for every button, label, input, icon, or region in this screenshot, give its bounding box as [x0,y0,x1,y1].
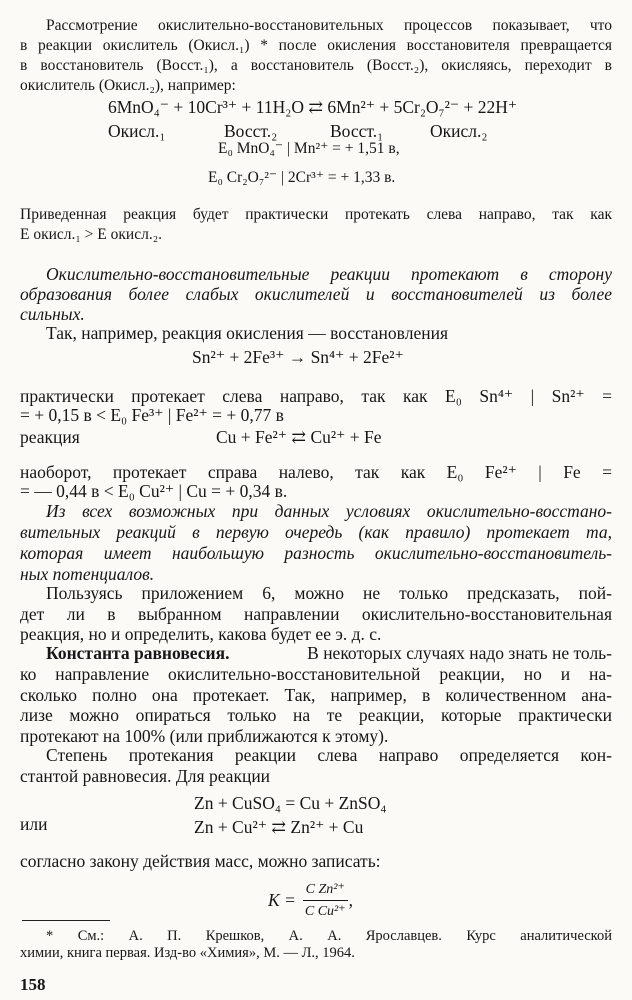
constant-line-5: протекают на 100% (или приближаются к этому). [20,726,389,746]
equation-denominator: C Cu²⁺ [304,903,346,919]
example-intro: Так, например, реакция окисления — восстановления [46,323,448,343]
example-1-line-1: практически протекает слева направо, так как E₀ Sn⁴⁺ | Sn²⁺ = [20,386,612,406]
label-oxidizer-1: Окисл.₁ [108,121,166,141]
rule-1-line-2: образования более слабых окислителей и восстановителей из более [20,284,612,304]
potential-cr2o7: E₀ Cr₂O₇²⁻ | 2Cr³⁺ = + 1,33 в. [208,169,396,186]
label-reducer-2: Восст.₂ [224,121,278,141]
rule-2-line-4: ных потенциалов. [20,564,155,584]
constant-line-4: лизе можно опираться только на те реакции, которые практически [20,705,612,725]
rule-1-line-1: Окислительно-восстановительные реакции протекают в сторону [46,264,612,284]
or-word: или [20,814,48,834]
reaction-1: 6MnO₄⁻ + 10Cr³⁺ + 11H₂O ⇄ 6Mn²⁺ + 5Cr₂O₇²⁻ + 22H⁺ [108,97,518,117]
degree-line-2: стантой равновесия. Для реакции [20,766,271,786]
intro-line-2: в реакции окислитель (Окисл.₁) * после окисления восстановителя превращается [20,37,612,54]
intro-line-4: окислитель (Окисл.₂), например: [20,77,236,94]
rule-2-line-3: которая имеет наибольшую разность окислительно-восстановитель- [20,543,612,563]
reaction-word: реакция [20,427,80,447]
rule-2-line-2: вительных реакций в первую очередь (как правило) протекает та, [20,522,612,542]
example-1-line-2: = + 0,15 в < E₀ Fe³⁺ | Fe²⁺ = + 0,77 в [20,405,284,425]
equilibrium-equation [268,880,353,920]
equation-fraction [302,881,349,920]
intro-line-1: Рассмотрение окислительно-восстановительных процессов показывает, что [46,17,612,34]
constant-line-2: ко направление окислительно-восстановительной реакции, но и на- [20,664,612,684]
footnote-line-1: * См.: А. П. Крешков, А. А. Ярославцев. Курс аналитической [46,928,612,944]
footnote-rule [22,920,110,921]
label-oxidizer-2: Окисл.₂ [430,121,488,141]
equation-tail: , [348,889,353,910]
example-2-line-1: наоборот, протекает справа налево, так как E₀ Fe²⁺ | Fe = [20,462,612,482]
label-reducer-1: Восст.₁ [330,121,384,141]
direction-line-1: Приведенная реакция будет практически протекать слева направо, так как [20,206,612,223]
page-number: 158 [20,975,46,994]
equation-lhs: K = [268,889,296,910]
intro-line-3: в восстановитель (Восст.₁), а восстановитель (Восст.₂), окисляясь, переходит в [20,57,612,74]
constant-first-line [46,645,612,663]
constant-line-3: сколько полно она протекает. Так, например, в количественном ана- [20,685,612,705]
reaction-4: Zn + CuSO₄ = Cu + ZnSO₄ [194,793,387,813]
potential-mno4: E₀ MnO₄⁻ | Mn²⁺ = + 1,51 в, [218,140,400,157]
rule-1-line-3: сильных. [20,304,85,324]
appendix-line-3: реакция, но и определить, какова будет ее э. д. с. [20,624,382,644]
appendix-line-1: Пользуясь приложением 6, можно не только предсказать, пой- [46,583,612,603]
reaction-2: Sn²⁺ + 2Fe³⁺ → Sn⁴⁺ + 2Fe²⁺ [192,347,404,367]
appendix-line-2: дет ли в выбранном направлении окислительно-восстановительная [20,604,612,624]
reaction-5: Zn + Cu²⁺ ⇄ Zn²⁺ + Cu [194,817,364,837]
footnote-line-2: химии, книга первая. Изд-во «Химия», М. — Л., 1964. [20,945,355,961]
degree-line-1: Степень протекания реакции слева направо определяется кон- [46,745,612,765]
rule-2-line-1: Из всех возможных при данных условиях окислительно-восстано- [46,501,612,521]
example-2-line-2: = — 0,44 в < E₀ Cu²⁺ | Cu = + 0,34 в. [20,481,288,501]
equation-numerator: C Zn²⁺ [303,881,348,901]
direction-line-2: E окисл.₁ > E окисл.₂. [20,226,162,243]
constant-heading: Константа равновесия. [46,643,230,663]
mass-action-line: согласно закону действия масс, можно записать: [20,851,381,871]
constant-line-1: В некоторых случаях надо знать не толь- [307,643,612,663]
reaction-3: Cu + Fe²⁺ ⇄ Cu²⁺ + Fe [216,427,382,447]
